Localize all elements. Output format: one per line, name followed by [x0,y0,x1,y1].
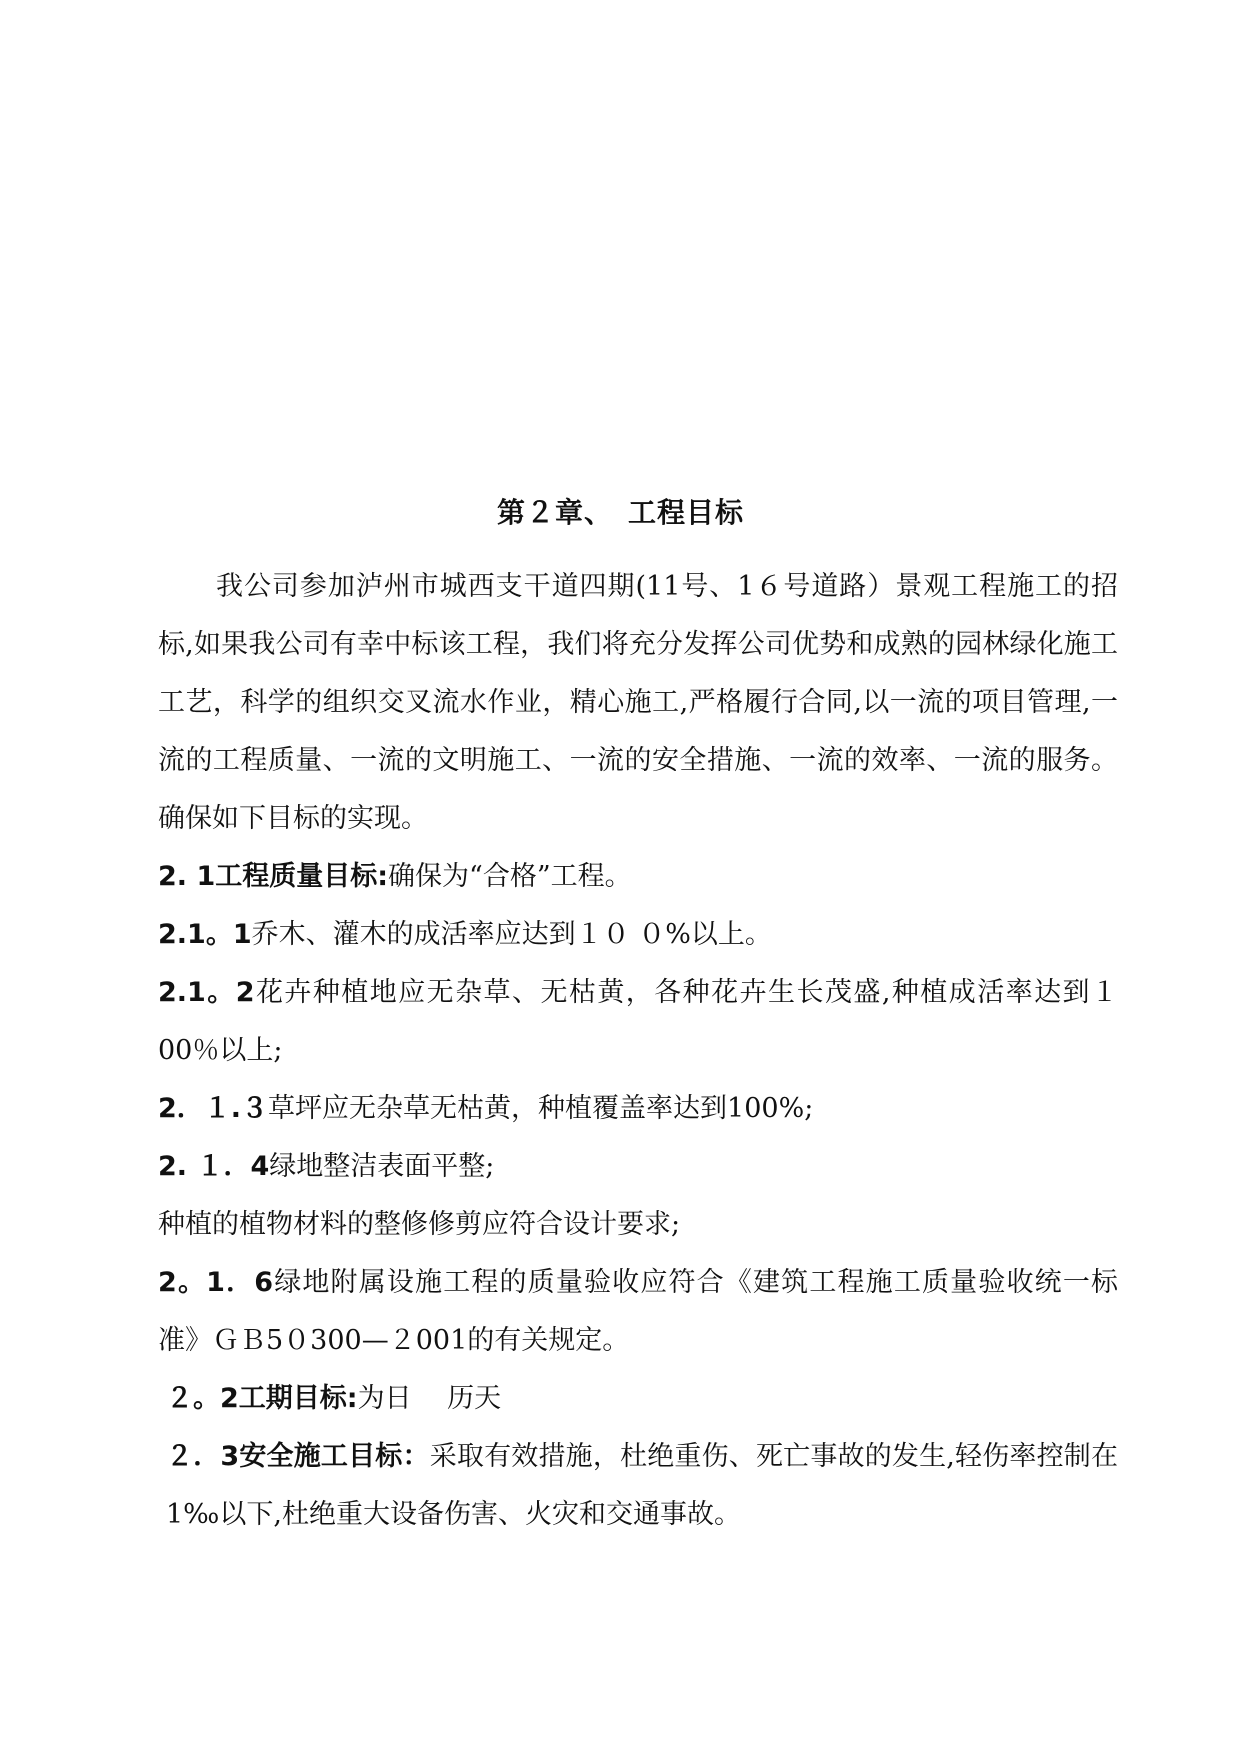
item-text: 种植的植物材料的整修修剪应符合设计要求; [158,1209,681,1240]
item-number: 2．１.３ [158,1093,269,1124]
item-text: 草坪应无杂草无枯黄，种植覆盖率达到100%; [268,1093,814,1124]
flower-planting-item [158,964,1118,1080]
intro-paragraph: 我公司参加泸州市城西支干道四期(11号、1６号道路）景观工程施工的招标,如果我公司有幸中标该工程，我们将充分发挥公司优势和成熟的园林绿化施工工艺，科学的组织交叉流水作业，精心施工,严格履行合同,以一流的项目管理,一流的工程质量、一流的文明施工、一流的安全措施、一流的效率、一流的服务。确保如下目标的实现。 [158,571,1118,834]
item-text: 绿地整洁表面平整; [269,1151,495,1182]
item-text: 采取有效措施，杜绝重伤、死亡事故的发生,轻伤率控制在1‰以下,杜绝重大设备伤害、火灾和交通事故。 [166,1441,1118,1530]
greenland-clean-item [158,1138,1118,1196]
item-text: 确保为“合格”工程。 [388,861,632,892]
item-number: ２。2工期目标: [166,1383,358,1414]
document-body [158,558,1118,1544]
item-number: 2. １．4 [158,1151,270,1182]
item-number: 2. 1工程质量目标: [158,861,389,892]
chapter-title: 第２章、 工程目标 [496,496,744,529]
item-number: 2。1．6 [158,1267,274,1298]
safety-goal-item [158,1428,1118,1544]
tree-survival-item [158,906,1118,964]
item-text: 乔木、灌木的成活率应达到１０ ０%以上。 [251,919,772,950]
item-number: 2.1。1 [158,919,252,950]
item-text: 为日 历天 [357,1383,502,1414]
schedule-goal-item [158,1370,1118,1428]
item-text: 花卉种植地应无杂草、无枯黄，各种花卉生长茂盛,种植成活率达到１00％以上; [158,977,1118,1066]
lawn-item [158,1080,1118,1138]
quality-goal-item [158,848,1118,906]
item-text: 绿地附属设施工程的质量验收应符合《建筑工程施工质量验收统一标准》ＧＢ5０300—２001的有关规定。 [158,1267,1118,1356]
pruning-item [158,1196,1118,1254]
item-number: 2.1。2 [158,977,255,1008]
facilities-acceptance-item [158,1254,1118,1370]
item-number: ２．3安全施工目标： [166,1441,430,1472]
